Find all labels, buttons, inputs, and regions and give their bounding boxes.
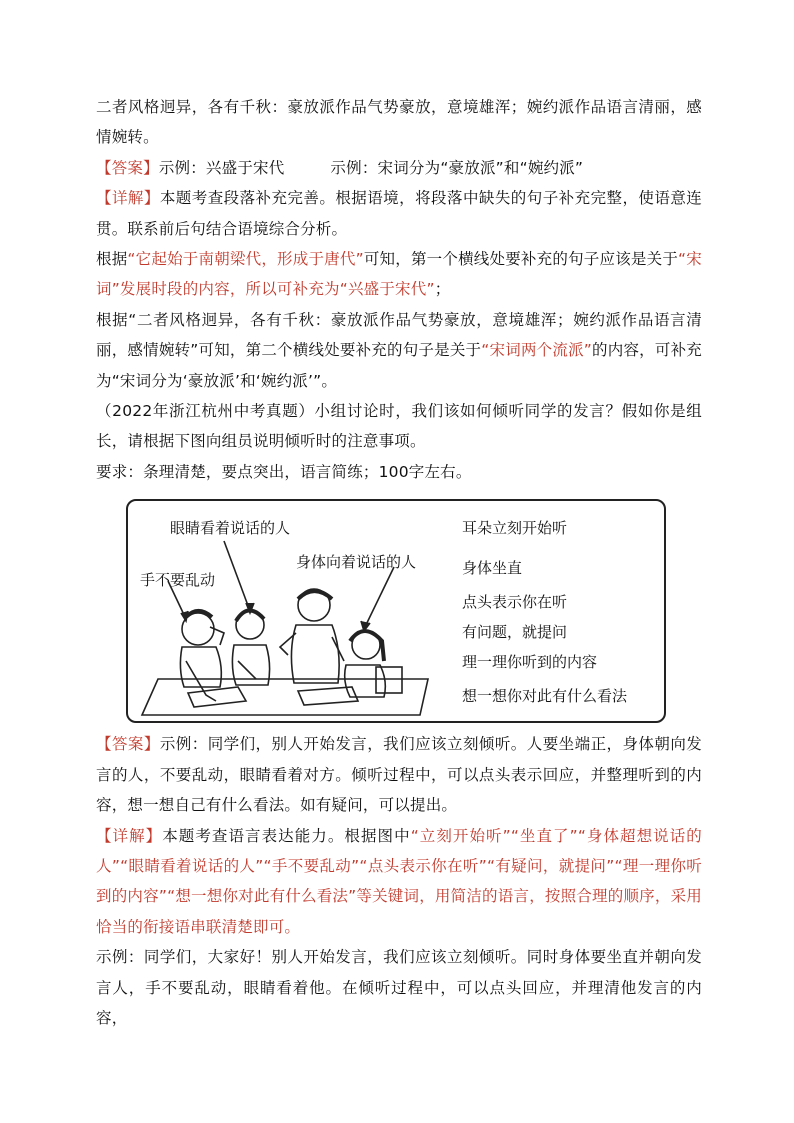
reasoning-1-end: ； bbox=[434, 280, 451, 299]
tip-item: 耳朵立刻开始听 bbox=[462, 519, 568, 538]
tip-item: 想一想你对此有什么看法 bbox=[462, 687, 628, 706]
detail-tag: 【详解】 bbox=[96, 826, 163, 845]
tip-item: 有问题，就提问 bbox=[462, 623, 568, 642]
label-body: 身体向着说话的人 bbox=[296, 553, 417, 572]
detail-1-text: 本题考查段落补充完善。根据语境，将段落中缺失的句子补充完整，使语意连贯。联系前后句结合语境综合分析。 bbox=[96, 189, 702, 238]
listening-figure bbox=[126, 499, 666, 723]
answer-tag: 【答案】 bbox=[96, 158, 159, 177]
example-2: 示例：同学们，大家好！别人开始发言，我们应该立刻倾听。同时身体要坐直并朝向发言人，手不要乱动，眼睛看着他。在倾听过程中，可以点头回应，并理清他发言的内容， bbox=[96, 948, 702, 1027]
reasoning-1 bbox=[96, 244, 702, 305]
tip-item: 点头表示你在听 bbox=[462, 593, 568, 612]
answer-tag: 【答案】 bbox=[96, 735, 160, 754]
document-page bbox=[96, 92, 702, 1033]
answer-1 bbox=[96, 153, 702, 183]
detail-2-a: 本题考查语言表达能力。根据图中 bbox=[162, 826, 411, 845]
reasoning-1-red: “宋词”发展时段的内容，所以可补充为“兴盛于宋代” bbox=[96, 250, 702, 299]
paragraph-styles: 二者风格迥异，各有千秋：豪放派作品气势豪放，意境雄浑；婉约派作品语言清丽，感情婉转。 bbox=[96, 98, 702, 147]
question-2: （2022年浙江杭州中考真题）小组讨论时，我们该如何倾听同学的发言？假如你是组长，请根据下图向组员说明倾听时的注意事项。 bbox=[96, 402, 702, 451]
answer-2-text: 示例：同学们，别人开始发言，我们应该立刻倾听。人要坐端正，身体朝向发言的人，不要乱动，眼睛看着对方。倾听过程中，可以点头表示回应，并整理听到的内容，想一想自己有什么看法。如有疑问，可以提出。 bbox=[96, 735, 702, 815]
answer-1-a: 示例：兴盛于宋代 bbox=[158, 158, 285, 177]
reasoning-1-pre: 根据 bbox=[96, 250, 128, 269]
detail-2 bbox=[96, 821, 702, 943]
reasoning-2-a: 根据“二者风格迥异，各有千秋：豪放派作品气势豪放，意境雄浑；婉约派作品语言清丽，感情婉转”可知，第二个横线处要补充的句子是关于 bbox=[96, 310, 702, 360]
reasoning-1-mid: 可知，第一个横线处要补充的句子应该是关于 bbox=[363, 250, 679, 269]
detail-tag: 【详解】 bbox=[96, 189, 160, 208]
label-hands: 手不要乱动 bbox=[140, 571, 216, 590]
detail-2-keywords: “立刻开始听”“坐直了”“身体超想说话的人”“眼睛看着说话的人”“手不要乱动”“点头表示你在听”“有疑问，就提问”“理一理你听到的内容”“想一想你对此有什么看法”等关键词，用简洁的语言，按照合理的顺序，采用恰当的衔接语串联清楚即可。 bbox=[96, 826, 702, 936]
answer-1-b: 示例：宋词分为“豪放派”和“婉约派” bbox=[330, 158, 584, 177]
tip-item: 身体坐直 bbox=[462, 559, 523, 578]
requirement: 要求：条理清楚，要点突出，语言简练；100字左右。 bbox=[96, 462, 472, 481]
tip-item: 理一理你听到的内容 bbox=[462, 653, 598, 672]
reasoning-1-quote: “它起始于南朝梁代，形成于唐代” bbox=[127, 250, 364, 269]
reasoning-2 bbox=[96, 305, 702, 396]
reasoning-2-red: “宋词两个流派” bbox=[481, 341, 593, 360]
detail-1 bbox=[96, 183, 702, 244]
label-eyes: 眼睛看着说话的人 bbox=[170, 519, 291, 538]
answer-2 bbox=[96, 729, 702, 820]
reasoning-2-b: 的内容，可补充为“宋词分为‘豪放派’和‘婉约派’”。 bbox=[96, 341, 702, 390]
